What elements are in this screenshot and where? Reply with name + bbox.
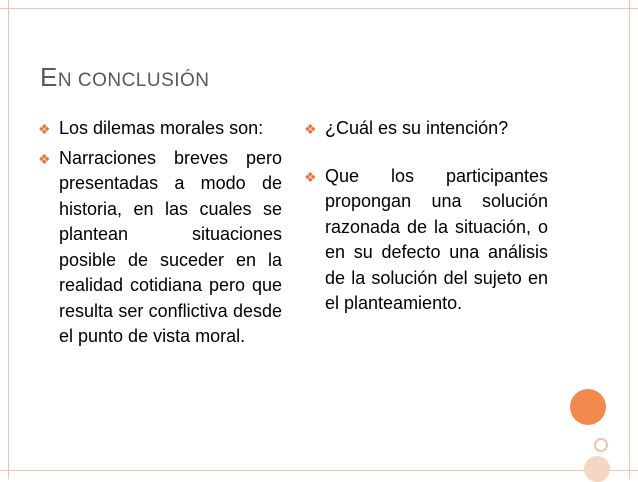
list-item (38, 116, 282, 142)
bullet-icon: ❖ (38, 121, 51, 137)
list-item (38, 146, 282, 350)
bullet-icon: ❖ (304, 121, 317, 137)
decorative-circle-icon (584, 456, 610, 482)
list-item-text: Que los participantes propongan una solución razonada de la situación, o en su defecto una análisis de la solución del sujeto en el planteamiento. (325, 165, 548, 313)
slide-title (40, 62, 210, 93)
frame-line-left (8, 0, 9, 479)
slide-title-initial: E (40, 62, 58, 92)
list-item-text: ¿Cuál es su intención? (325, 118, 509, 138)
bullet-icon: ❖ (304, 168, 317, 185)
frame-line-right (629, 0, 630, 479)
frame-line-bottom (0, 470, 638, 471)
decorative-circle-icon (570, 389, 606, 425)
list-item-text: Narraciones breves pero presentadas a modo de historia, en las cuales se plantean situaciones posible de suceder en la realidad cotidiana pero que resulta ser conflictiva desde el punto de vista moral. (59, 147, 282, 346)
left-column (38, 116, 282, 354)
list-item (304, 116, 548, 142)
list-item-text: Los dilemas morales son: (59, 118, 264, 138)
slide-title-rest: N CONCLUSIÓN (57, 70, 210, 91)
list-item (304, 164, 548, 317)
right-column (304, 116, 548, 321)
frame-line-top (0, 8, 638, 9)
bullet-icon: ❖ (38, 150, 51, 167)
decorative-ring-icon (594, 438, 608, 452)
